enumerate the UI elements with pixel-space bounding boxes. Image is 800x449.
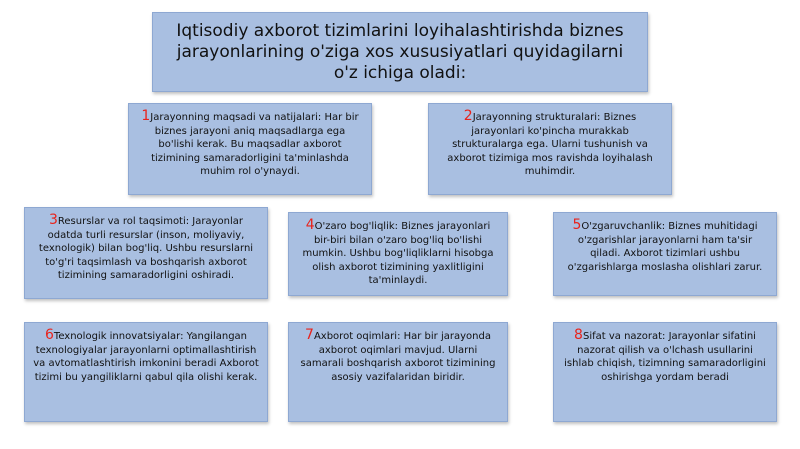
feature-card-2 xyxy=(428,103,672,195)
card-text: Texnologik innovatsiyalar: Yangilangan texnologiyalar jarayonlarni optimallashtirish va avtomatlashtirish imkonini beradi Axborot tizimi bu yangiliklarni qabul qila olishi kerak. xyxy=(33,331,259,383)
card-number: 7 xyxy=(305,327,314,343)
card-number: 2 xyxy=(463,108,473,124)
card-text: O'zgaruvchanlik: Biznes muhitidagi o'zgarishlar jarayonlarni ham ta'sir qiladi. Axborot tizimlari ushbu o'zgarishlarga moslasha olishlari zarur. xyxy=(567,221,763,273)
feature-card-8 xyxy=(553,322,777,422)
feature-card-3 xyxy=(24,207,268,299)
feature-card-1 xyxy=(128,103,372,195)
card-number: 3 xyxy=(48,212,58,228)
feature-card-5 xyxy=(553,212,777,296)
card-text: Sifat va nazorat: Jarayonlar sifatini nazorat qilish va o'lchash usullarini ishlab chiqish, tizimning samaradorligini oshirishga yordam beradi xyxy=(564,331,766,383)
feature-card-7 xyxy=(288,322,508,422)
feature-card-4 xyxy=(288,212,508,296)
diagram-title: Iqtisodiy axborot tizimlarini loyihalashtirishda biznes jarayonlarining o'ziga xos xususiyatlari quyidagilarni o'z ichiga oladi: xyxy=(176,20,624,83)
title-box xyxy=(152,12,648,92)
card-text: Jarayonning strukturalari: Biznes jarayonlari ko'pincha murakkab strukturalarga ega. Ularni tushunish va axborot tizimiga mos ravishda loyihalash muhimdir. xyxy=(447,112,653,177)
card-number: 5 xyxy=(572,217,582,233)
card-number: 1 xyxy=(141,108,151,124)
card-number: 8 xyxy=(574,327,583,343)
card-text: Resurslar va rol taqsimoti: Jarayonlar odatda turli resurslar (inson, moliyaviy, texnologik) bilan bog'liq. Ushbu resurslarni to'g'ri taqsimlash va boshqarish axborot tizimining samaradorligini oshiradi. xyxy=(38,216,254,281)
card-text: Axborot oqimlari: Har bir jarayonda axborot oqimlari mavjud. Ularni samarali boshqarish axborot tizimining asosiy vazifalaridan biridir. xyxy=(300,331,496,383)
card-text: O'zaro bog'liqlik: Biznes jarayonlari bir-biri bilan o'zaro bog'liq bo'lishi mumkin. Ushbu bog'liqliklarni hisobga olish axborot tizimining yaxlitligini ta'minlaydi. xyxy=(302,221,494,286)
card-number: 6 xyxy=(44,327,54,343)
card-text: Jarayonning maqsadi va natijalari: Har bir biznes jarayoni aniq maqsadlarga ega bo'lishi kerak. Bu maqsadlar axborot tizimining samaradorligini ta'minlashda muhim rol o'ynaydi. xyxy=(150,112,359,177)
card-number: 4 xyxy=(305,217,315,233)
feature-card-6 xyxy=(24,322,268,422)
